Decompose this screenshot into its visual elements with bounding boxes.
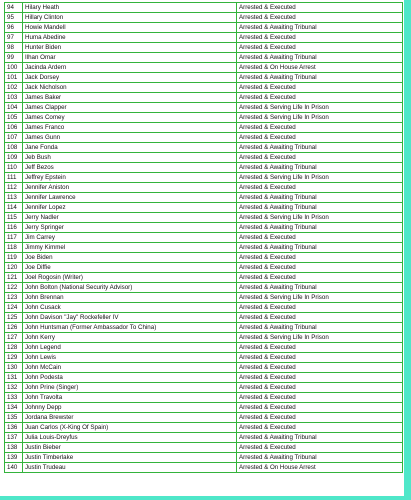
- status-text: Arrested & Awaiting Tribunal: [237, 23, 403, 33]
- row-number: 111: [5, 173, 23, 183]
- table-row: [5, 253, 403, 263]
- row-number: 115: [5, 213, 23, 223]
- row-number: 102: [5, 83, 23, 93]
- status-text: Arrested & Executed: [237, 43, 403, 53]
- names-table: [4, 2, 403, 473]
- person-name: John Davison "Jay" Rockefeller IV: [23, 313, 237, 323]
- person-name: Johnny Depp: [23, 403, 237, 413]
- status-text: Arrested & Awaiting Tribunal: [237, 53, 403, 63]
- status-text: Arrested & Executed: [237, 383, 403, 393]
- person-name: Jerry Nadler: [23, 213, 237, 223]
- status-text: Arrested & Executed: [237, 263, 403, 273]
- row-number: 107: [5, 133, 23, 143]
- row-number: 133: [5, 393, 23, 403]
- row-number: 137: [5, 433, 23, 443]
- table-row: [5, 273, 403, 283]
- table-row: [5, 183, 403, 193]
- table-row: [5, 423, 403, 433]
- person-name: Justin Trudeau: [23, 463, 237, 473]
- row-number: 117: [5, 233, 23, 243]
- person-name: John Cusack: [23, 303, 237, 313]
- status-text: Arrested & Awaiting Tribunal: [237, 163, 403, 173]
- table-row: [5, 313, 403, 323]
- person-name: Jennifer Aniston: [23, 183, 237, 193]
- status-text: Arrested & On House Arrest: [237, 463, 403, 473]
- table-row: [5, 203, 403, 213]
- table-row: [5, 213, 403, 223]
- status-text: Arrested & Executed: [237, 183, 403, 193]
- row-number: 129: [5, 353, 23, 363]
- person-name: James Baker: [23, 93, 237, 103]
- status-text: Arrested & Executed: [237, 13, 403, 23]
- person-name: Justin Timberlake: [23, 453, 237, 463]
- status-text: Arrested & Executed: [237, 413, 403, 423]
- person-name: Jordana Brewster: [23, 413, 237, 423]
- row-number: 130: [5, 363, 23, 373]
- table-row: [5, 133, 403, 143]
- row-number: 118: [5, 243, 23, 253]
- status-text: Arrested & Awaiting Tribunal: [237, 243, 403, 253]
- person-name: John Brennan: [23, 293, 237, 303]
- person-name: John Travolta: [23, 393, 237, 403]
- status-text: Arrested & Executed: [237, 303, 403, 313]
- person-name: Jennifer Lawrence: [23, 193, 237, 203]
- person-name: Ilhan Omar: [23, 53, 237, 63]
- table-row: [5, 93, 403, 103]
- person-name: John Prine (Singer): [23, 383, 237, 393]
- person-name: Hunter Biden: [23, 43, 237, 53]
- status-text: Arrested & Executed: [237, 153, 403, 163]
- status-text: Arrested & Serving Life In Prison: [237, 213, 403, 223]
- table-row: [5, 193, 403, 203]
- row-number: 114: [5, 203, 23, 213]
- person-name: Jim Carrey: [23, 233, 237, 243]
- person-name: Jerry Springer: [23, 223, 237, 233]
- status-text: Arrested & Executed: [237, 443, 403, 453]
- table-row: [5, 163, 403, 173]
- person-name: Jimmy Kimmel: [23, 243, 237, 253]
- person-name: John Lewis: [23, 353, 237, 363]
- row-number: 109: [5, 153, 23, 163]
- person-name: James Comey: [23, 113, 237, 123]
- status-text: Arrested & Serving Life In Prison: [237, 293, 403, 303]
- person-name: Justin Bieber: [23, 443, 237, 453]
- table-row: [5, 103, 403, 113]
- table-row: [5, 463, 403, 473]
- table-row: [5, 403, 403, 413]
- person-name: John McCain: [23, 363, 237, 373]
- row-number: 134: [5, 403, 23, 413]
- row-number: 95: [5, 13, 23, 23]
- person-name: John Podesta: [23, 373, 237, 383]
- status-text: Arrested & Executed: [237, 233, 403, 243]
- row-number: 112: [5, 183, 23, 193]
- table-row: [5, 393, 403, 403]
- person-name: Huma Abedine: [23, 33, 237, 43]
- person-name: Howie Mandell: [23, 23, 237, 33]
- row-number: 127: [5, 333, 23, 343]
- person-name: Jeb Bush: [23, 153, 237, 163]
- row-number: 124: [5, 303, 23, 313]
- table-row: [5, 3, 403, 13]
- table-row: [5, 343, 403, 353]
- row-number: 126: [5, 323, 23, 333]
- row-number: 101: [5, 73, 23, 83]
- status-text: Arrested & On House Arrest: [237, 63, 403, 73]
- row-number: 121: [5, 273, 23, 283]
- status-text: Arrested & Executed: [237, 253, 403, 263]
- status-text: Arrested & Executed: [237, 353, 403, 363]
- row-number: 128: [5, 343, 23, 353]
- status-text: Arrested & Awaiting Tribunal: [237, 323, 403, 333]
- status-text: Arrested & Serving Life In Prison: [237, 103, 403, 113]
- table-row: [5, 373, 403, 383]
- row-number: 140: [5, 463, 23, 473]
- status-text: Arrested & Serving Life In Prison: [237, 333, 403, 343]
- status-text: Arrested & Executed: [237, 393, 403, 403]
- status-text: Arrested & Executed: [237, 3, 403, 13]
- row-number: 132: [5, 383, 23, 393]
- person-name: James Franco: [23, 123, 237, 133]
- person-name: John Kerry: [23, 333, 237, 343]
- row-number: 116: [5, 223, 23, 233]
- status-text: Arrested & Serving Life In Prison: [237, 113, 403, 123]
- status-text: Arrested & Executed: [237, 423, 403, 433]
- row-number: 104: [5, 103, 23, 113]
- table-row: [5, 153, 403, 163]
- person-name: Joe Diffie: [23, 263, 237, 273]
- row-number: 120: [5, 263, 23, 273]
- table-row: [5, 433, 403, 443]
- person-name: Jeffrey Epstein: [23, 173, 237, 183]
- table-row: [5, 243, 403, 253]
- row-number: 135: [5, 413, 23, 423]
- table-row: [5, 143, 403, 153]
- table-row: [5, 73, 403, 83]
- row-number: 125: [5, 313, 23, 323]
- row-number: 98: [5, 43, 23, 53]
- status-text: Arrested & Awaiting Tribunal: [237, 433, 403, 443]
- status-text: Arrested & Executed: [237, 363, 403, 373]
- row-number: 122: [5, 283, 23, 293]
- status-text: Arrested & Executed: [237, 93, 403, 103]
- table-row: [5, 283, 403, 293]
- row-number: 139: [5, 453, 23, 463]
- person-name: Jeff Bezos: [23, 163, 237, 173]
- table-row: [5, 23, 403, 33]
- table-row: [5, 113, 403, 123]
- status-text: Arrested & Awaiting Tribunal: [237, 223, 403, 233]
- table-row: [5, 13, 403, 23]
- status-text: Arrested & Awaiting Tribunal: [237, 283, 403, 293]
- table-row: [5, 233, 403, 243]
- row-number: 131: [5, 373, 23, 383]
- status-text: Arrested & Serving Life In Prison: [237, 173, 403, 183]
- table-row: [5, 83, 403, 93]
- table-row: [5, 173, 403, 183]
- person-name: Jennifer Lopez: [23, 203, 237, 213]
- status-text: Arrested & Executed: [237, 83, 403, 93]
- row-number: 136: [5, 423, 23, 433]
- person-name: Joe Biden: [23, 253, 237, 263]
- table-row: [5, 333, 403, 343]
- row-number: 138: [5, 443, 23, 453]
- table-row: [5, 293, 403, 303]
- person-name: John Legend: [23, 343, 237, 353]
- row-number: 123: [5, 293, 23, 303]
- status-text: Arrested & Awaiting Tribunal: [237, 203, 403, 213]
- row-number: 110: [5, 163, 23, 173]
- status-text: Arrested & Executed: [237, 123, 403, 133]
- status-text: Arrested & Executed: [237, 133, 403, 143]
- table-row: [5, 263, 403, 273]
- status-text: Arrested & Executed: [237, 33, 403, 43]
- row-number: 105: [5, 113, 23, 123]
- table-row: [5, 123, 403, 133]
- status-text: Arrested & Executed: [237, 343, 403, 353]
- table-row: [5, 53, 403, 63]
- person-name: Joel Rogosin (Writer): [23, 273, 237, 283]
- table-row: [5, 323, 403, 333]
- table-row: [5, 443, 403, 453]
- person-name: James Gunn: [23, 133, 237, 143]
- table-row: [5, 43, 403, 53]
- table-row: [5, 353, 403, 363]
- person-name: John Bolton (National Security Advisor): [23, 283, 237, 293]
- table-row: [5, 63, 403, 73]
- row-number: 103: [5, 93, 23, 103]
- row-number: 94: [5, 3, 23, 13]
- person-name: Juan Carlos (X-King Of Spain): [23, 423, 237, 433]
- row-number: 100: [5, 63, 23, 73]
- status-text: Arrested & Awaiting Tribunal: [237, 143, 403, 153]
- status-text: Arrested & Executed: [237, 313, 403, 323]
- person-name: Jacinda Ardern: [23, 63, 237, 73]
- person-name: Hillary Clinton: [23, 13, 237, 23]
- table-row: [5, 223, 403, 233]
- table-body: [5, 3, 403, 473]
- person-name: Jack Dorsey: [23, 73, 237, 83]
- row-number: 119: [5, 253, 23, 263]
- status-text: Arrested & Executed: [237, 403, 403, 413]
- table-row: [5, 383, 403, 393]
- row-number: 99: [5, 53, 23, 63]
- status-text: Arrested & Awaiting Tribunal: [237, 73, 403, 83]
- row-number: 96: [5, 23, 23, 33]
- table-row: [5, 453, 403, 463]
- person-name: Jane Fonda: [23, 143, 237, 153]
- status-text: Arrested & Awaiting Tribunal: [237, 453, 403, 463]
- status-text: Arrested & Executed: [237, 373, 403, 383]
- person-name: Hilary Heath: [23, 3, 237, 13]
- person-name: Julia Louis-Dreyfus: [23, 433, 237, 443]
- table-row: [5, 303, 403, 313]
- table-row: [5, 363, 403, 373]
- table-row: [5, 413, 403, 423]
- row-number: 97: [5, 33, 23, 43]
- person-name: Jack Nicholson: [23, 83, 237, 93]
- table-row: [5, 33, 403, 43]
- status-text: Arrested & Executed: [237, 273, 403, 283]
- person-name: James Clapper: [23, 103, 237, 113]
- row-number: 108: [5, 143, 23, 153]
- row-number: 113: [5, 193, 23, 203]
- person-name: John Huntsman (Former Ambassador To China): [23, 323, 237, 333]
- row-number: 106: [5, 123, 23, 133]
- status-text: Arrested & Awaiting Tribunal: [237, 193, 403, 203]
